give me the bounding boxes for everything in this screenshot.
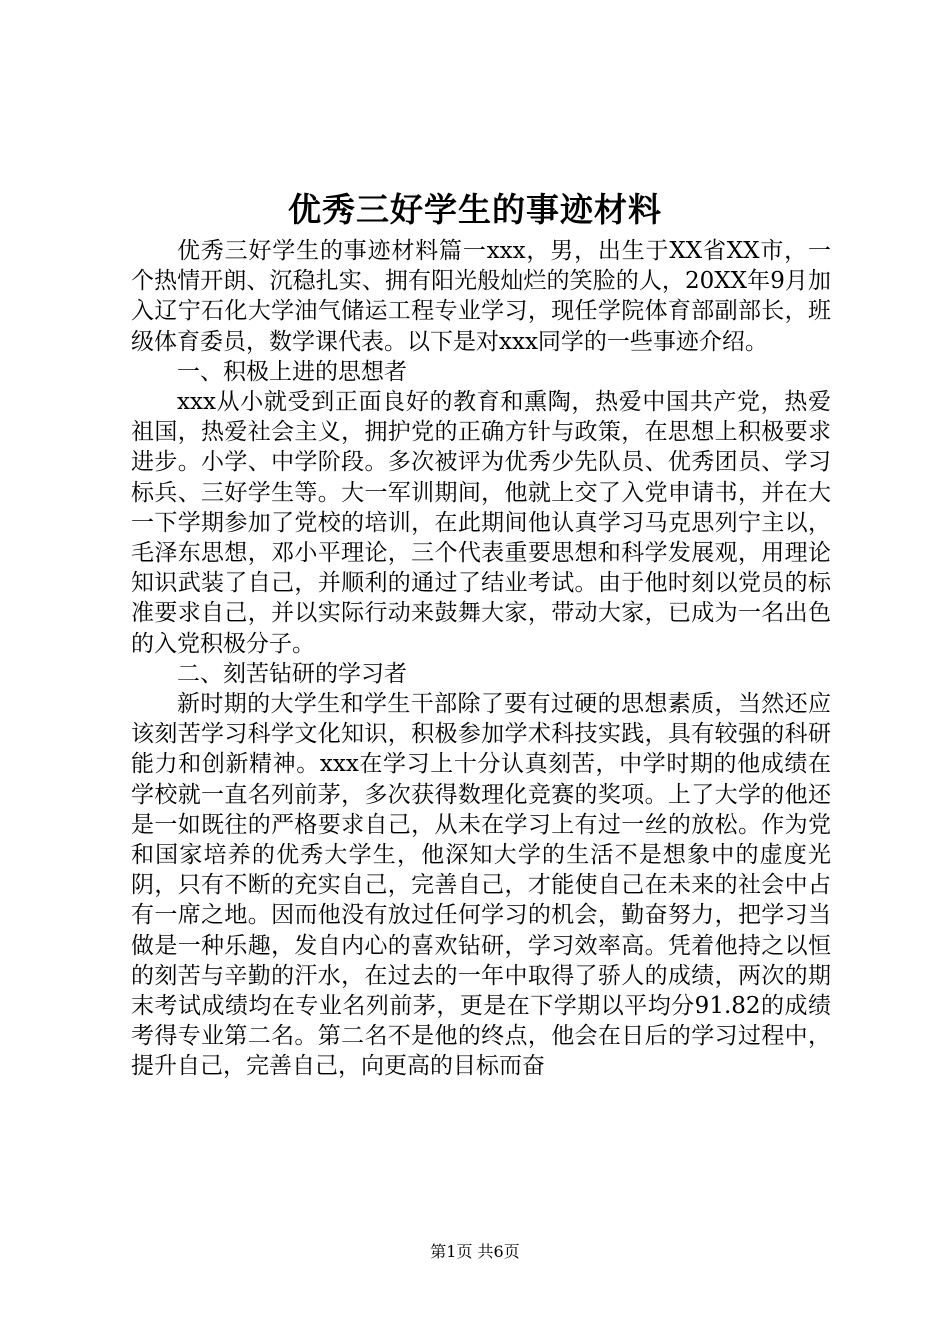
page-footer: 第1页 共6页 [430,1242,520,1261]
section-heading-2: 二、刻苦钻研的学习者 [177,660,407,687]
section-heading-1: 一、积极上进的思想者 [177,358,407,385]
document-title: 优秀三好学生的事迹材料 [288,190,662,229]
paragraph-section-2: 新时期的大学生和学生干部除了要有过硬的思想素质，当然还应该刻苦学习科学文化知识，积极参加学术科技实践，具有较强的科研能力和创新精神。xxx在学习上十分认真刻苦，中学时期的他成绩在学校就一直名列前茅，多次获得数理化竞赛的奖项。上了大学的他还是一如既往的严格要求自己，从未在学习上有过一丝的放松。作为党和国家培养的优秀大学生，他深知大学的生活不是想象中的虚度光阴，只有不断的充实自己，完善自己，才能使自己在未来的社会中占有一席之地。因而他没有放过任何学习的机会，勤奋努力，把学习当做是一种乐趣，发自内心的喜欢钻研，学习效率高。凭着他持之以恒的刻苦与辛勤的汗水，在过去的一年中取得了骄人的成绩，两次的期末考试成绩均在专业名列前茅，更是在下学期以平均分91.82的成绩考得专业第二名。第二名不是他的终点，他会在日后的学习过程中，提升自己，完善自己，向更高的目标而奋 [131,691,831,1080]
paragraph-intro: 优秀三好学生的事迹材料篇一xxx，男，出生于XX省XX市，一个热情开朗、沉稳扎实、拥有阳光般灿烂的笑脸的人，20XX年9月加入辽宁石化大学油气储运工程专业学习，现任学院体育部副部长，班级体育委员，数学课代表。以下是对xxx同学的一些事迹介绍。 [131,238,831,355]
paragraph-section-1: xxx从小就受到正面良好的教育和熏陶，热爱中国共产党，热爱祖国，热爱社会主义，拥护党的正确方针与政策，在思想上积极要求进步。小学、中学阶段。多次被评为优秀少先队员、优秀团员、学习标兵、三好学生等。大一军训期间，他就上交了入党申请书，并在大一下学期参加了党校的培训，在此期间他认真学习马克思列宁主以，毛泽东思想，邓小平理论，三个代表重要思想和科学发展观，用理论知识武装了自己，并顺利的通过了结业考试。由于他时刻以党员的标准要求自己，并以实际行动来鼓舞大家，带动大家，已成为一名出色的入党积极分子。 [131,389,831,657]
document-body [131,236,831,1082]
